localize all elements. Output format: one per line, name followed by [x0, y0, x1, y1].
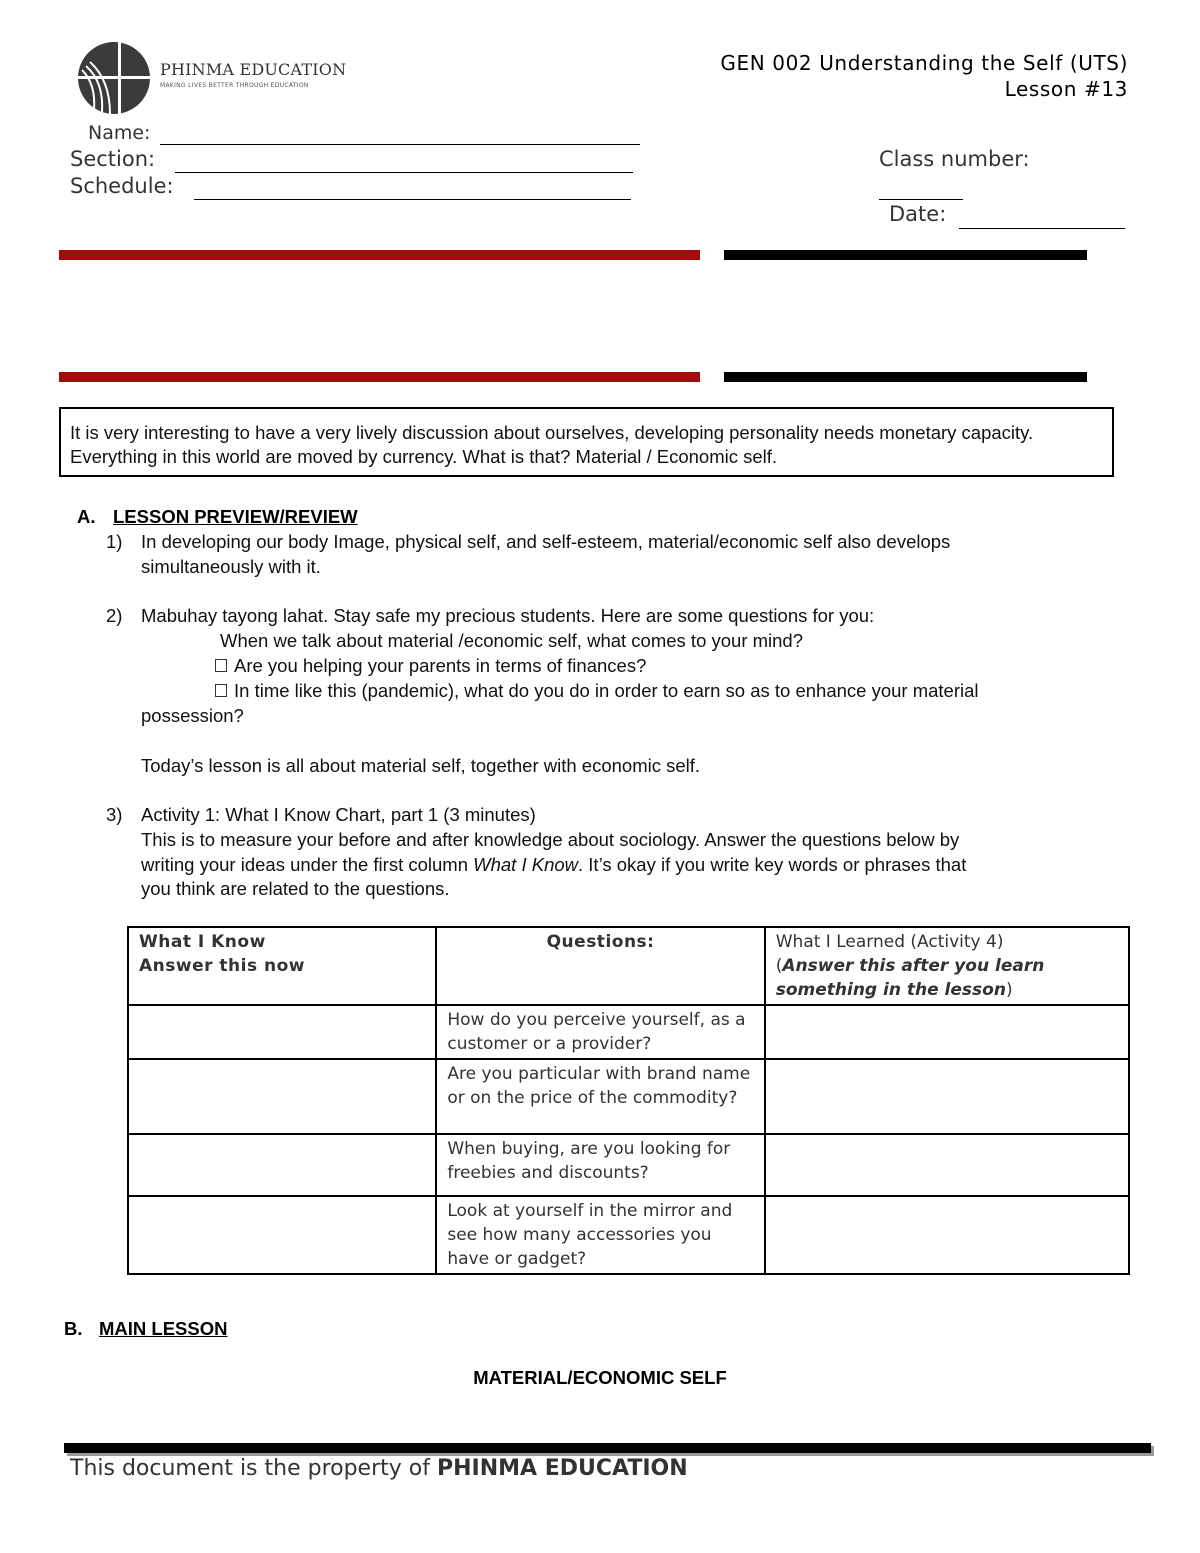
- question-cell: Look at yourself in the mirror and see how many accessories you have or gadget?: [436, 1196, 764, 1274]
- header-what-i-know-title: What I Know: [139, 932, 266, 952]
- paren-open: (: [775, 956, 783, 976]
- what-i-learned-cell[interactable]: [765, 1134, 1129, 1196]
- item2-number: 2): [106, 605, 123, 626]
- item3-line3-italic: What I Know: [473, 854, 579, 875]
- name-label: Name:: [88, 122, 151, 144]
- item3-line3-pre: writing your ideas under the first column: [141, 854, 474, 875]
- section-label: Section:: [70, 147, 156, 171]
- table-row: [128, 1059, 1129, 1134]
- item1-number: 1): [106, 531, 123, 552]
- section-field[interactable]: [175, 172, 633, 173]
- divider-black-bottom: [724, 372, 1087, 382]
- intro-text: It is very interesting to have a very lively discussion about ourselves, developing personality needs monetary capacity. Everything in this world are moved by currency. What is that? Material / Economic self.: [70, 422, 1034, 467]
- lesson-number: Lesson #13: [1004, 77, 1128, 101]
- schedule-field[interactable]: [194, 199, 631, 200]
- footer-text: [70, 1456, 688, 1481]
- header-questions-text: Questions:: [546, 932, 655, 952]
- logo-tagline: MAKING LIVES BETTER THROUGH EDUCATION: [160, 82, 309, 89]
- logo-name: PHINMA EDUCATION: [160, 60, 347, 79]
- header-what-i-learned-sub: Answer this after you learn something in the lesson: [775, 956, 1045, 1000]
- table-row: [128, 1196, 1129, 1274]
- table-row: [128, 1005, 1129, 1059]
- class-number-label: Class number:: [879, 147, 1030, 171]
- item3-line4: you think are related to the questions.: [141, 878, 450, 899]
- item2-question2: Are you helping your parents in terms of finances?: [234, 655, 647, 676]
- footer-bar: [64, 1443, 1151, 1453]
- question-cell: When buying, are you looking for freebies and discounts?: [436, 1134, 764, 1196]
- question-cell: How do you perceive yourself, as a customer or a provider?: [436, 1005, 764, 1059]
- phinma-globe-icon: [74, 40, 154, 116]
- what-i-know-cell[interactable]: [128, 1059, 436, 1134]
- section-b-letter: B.: [64, 1318, 83, 1339]
- intro-box: [59, 407, 1114, 477]
- course-title: GEN 002 Understanding the Self (UTS): [720, 51, 1128, 75]
- date-label: Date:: [889, 202, 947, 226]
- what-i-know-cell[interactable]: [128, 1134, 436, 1196]
- item3-line3-post: . It’s okay if you write key words or phrases that: [578, 854, 967, 875]
- header-what-i-know: [128, 927, 436, 1005]
- divider-red-top: [59, 250, 700, 260]
- divider-black-top: [724, 250, 1087, 260]
- item2-today: Today’s lesson is all about material self, together with economic self.: [141, 755, 701, 776]
- section-a-title: LESSON PREVIEW/REVIEW: [113, 506, 358, 527]
- item2-line1: Mabuhay tayong lahat. Stay safe my precious students. Here are some questions for you:: [141, 605, 875, 626]
- what-i-learned-cell[interactable]: [765, 1005, 1129, 1059]
- name-field[interactable]: [160, 144, 640, 145]
- item1-line1: In developing our body Image, physical self, and self-esteem, material/economic self also develops: [141, 531, 951, 552]
- what-i-learned-cell[interactable]: [765, 1196, 1129, 1274]
- item2-question3-cont: possession?: [141, 705, 244, 726]
- question-cell: Are you particular with brand name or on the price of the commodity?: [436, 1059, 764, 1134]
- table-row: [128, 1134, 1129, 1196]
- date-field[interactable]: [959, 228, 1125, 229]
- item3-number: 3): [106, 804, 123, 825]
- header-what-i-learned-title: What I Learned (Activity 4): [775, 932, 1004, 952]
- item3-line1: Activity 1: What I Know Chart, part 1 (3 minutes): [141, 804, 536, 825]
- schedule-label: Schedule:: [70, 174, 174, 198]
- item2-question1: When we talk about material /economic self, what comes to your mind?: [220, 630, 804, 651]
- class-number-field[interactable]: [879, 199, 963, 200]
- what-i-know-chart: [127, 926, 1130, 1275]
- main-lesson-subtitle: MATERIAL/ECONOMIC SELF: [473, 1367, 727, 1388]
- checkbox-icon: [215, 684, 227, 697]
- header-what-i-know-sub: Answer this now: [139, 956, 305, 976]
- footer-text-prefix: This document is the property of: [70, 1456, 437, 1481]
- what-i-learned-cell[interactable]: [765, 1059, 1129, 1134]
- item2-question3: In time like this (pandemic), what do you do in order to earn so as to enhance your material: [234, 680, 979, 701]
- checkbox-icon: [215, 659, 227, 672]
- footer-text-brand: PHINMA EDUCATION: [436, 1456, 688, 1481]
- chart-header-row: [128, 927, 1129, 1005]
- what-i-know-cell[interactable]: [128, 1005, 436, 1059]
- section-a-letter: A.: [77, 506, 96, 527]
- item3-line3: [141, 853, 966, 878]
- header-questions: [436, 927, 764, 1005]
- divider-red-bottom: [59, 372, 700, 382]
- paren-close: ): [1005, 980, 1013, 1000]
- section-b-title: MAIN LESSON: [99, 1318, 228, 1339]
- item1-line2: simultaneously with it.: [141, 556, 321, 577]
- course-header: [720, 50, 1128, 102]
- header-what-i-learned: [765, 927, 1129, 1005]
- item3-line2: This is to measure your before and after knowledge about sociology. Answer the questions below by: [141, 829, 960, 850]
- what-i-know-cell[interactable]: [128, 1196, 436, 1274]
